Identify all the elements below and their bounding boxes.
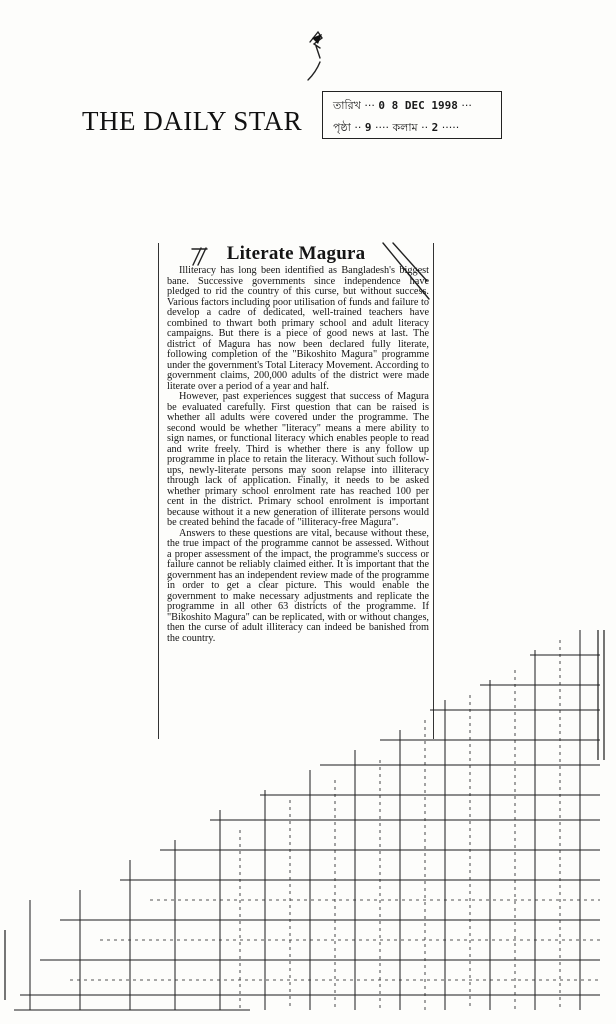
show-through-grid-pattern — [0, 600, 616, 1024]
article-title: Literate Magura — [226, 243, 366, 264]
clipping-stamp — [322, 91, 502, 139]
article-body — [167, 266, 429, 644]
article-paragraph: However, past experiences suggest that success of Magura be evaluated carefully. First question that can be raised is whether all adults were covered under the programme. The second would be whether "literacy" means a mere ability to sign names, or functional literacy which enables people to read and write freely. Third is whether there is any follow up programme in place to retain the literacy. Without such follow-ups, newly-literate persons may soon relapse into illiteracy through lack of application. Finally, it needs to be asked whether primary school enrolment rate has reached 100 per cent in the district. Primary school enrolment is important because without it a new generation of illiterate persons would be created behind the facade of "illiteracy-free Magura". — [167, 391, 429, 528]
stamp-column-label: কলাম — [392, 121, 418, 134]
handwritten-bracket-left-icon — [189, 245, 211, 267]
stamp-date-label: তারিখ — [333, 99, 361, 112]
stamp-column-value: 2 — [431, 121, 439, 134]
stamp-date-value: 0 8 DEC 1998 — [378, 99, 458, 112]
stamp-page-row: পৃষ্ঠা ·· 9 ···· কলাম ·· 2 ····· — [333, 121, 460, 134]
handwritten-mark-icon — [296, 28, 336, 88]
article-paragraph: Answers to these questions are vital, because without these, the true impact of the programme cannot be assessed. Without a proper assessment of the impact, the programme's success or failure cannot be reliably claimed either. It is important that the government has an independent review made of the programme in order to get a clear picture. This would enable the government to make necessary adjustments and replicate the programme in all other 63 districts of the programme. If "Bikoshito Magura" can be replicated, with or without changes, then the curse of adult illiteracy can indeed be banished from the country. — [167, 527, 429, 644]
article-paragraph: Illiteracy has long been identified as Bangladesh's biggest bane. Successive governments since independence have pledged to rid the country of this curse, but without success. Various factors including poor utilisation of funds and failure to develop a cadre of dedicated, well-trained teachers have combined to thwart both primary school and adult literacy campaigns. But there is a piece of good news at last. The district of Magura has now been declared fully literate, following completion of the "Bikoshito Magura" programme under the government's Total Literacy Movement. According to government claims, 200,000 adults of the district were made literate over a period of a year and half. — [167, 265, 429, 392]
newspaper-masthead: THE DAILY STAR — [82, 106, 303, 136]
stamp-date-row: তারিখ ··· 0 8 DEC 1998 ··· — [333, 99, 472, 112]
stamp-page-value: 9 — [364, 121, 372, 134]
stamp-page-label: পৃষ্ঠা — [333, 121, 351, 134]
